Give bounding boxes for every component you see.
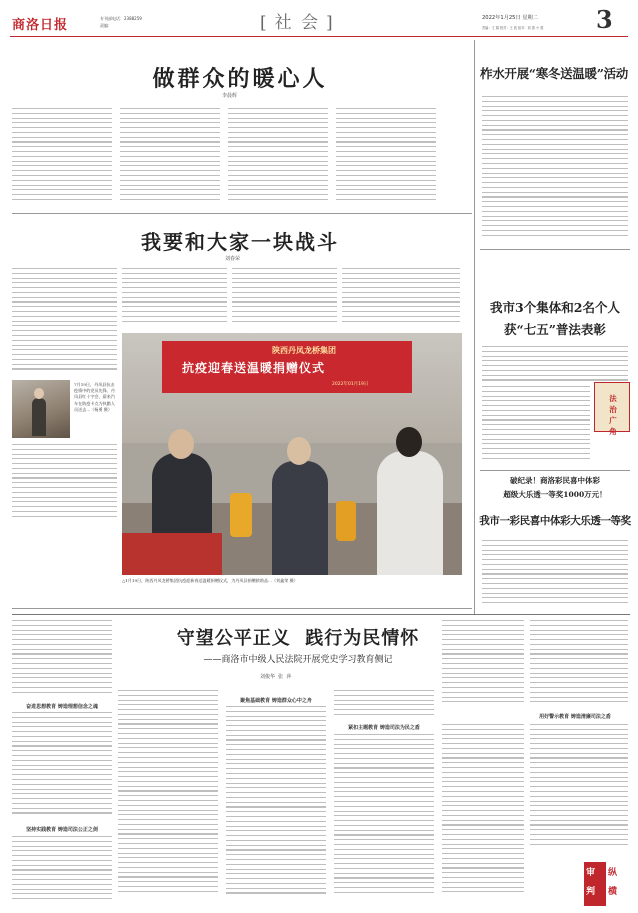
- masthead-rule: [10, 36, 628, 37]
- divider-full: [12, 614, 630, 615]
- masthead-meta-2: 责编：: [100, 23, 112, 28]
- badge-legal: [594, 382, 630, 436]
- right-article2: [482, 346, 628, 386]
- article3-col4a: [334, 690, 434, 720]
- badge-legal-text: 法 治 广 角: [609, 394, 617, 436]
- article3-col4: [334, 734, 434, 906]
- section-name: 社 会: [274, 13, 321, 33]
- masthead: [0, 0, 638, 40]
- right-headline-1: 柞水开展“寒冬送温暖”活动: [480, 66, 628, 81]
- article3-col3: [226, 706, 326, 906]
- figure-center-head: [287, 437, 311, 465]
- right-headline-3-sub: 破纪录！商洛彩民喜中体彩: [510, 476, 600, 485]
- article1-col3: [228, 108, 328, 208]
- article3-col6: [530, 620, 628, 710]
- caption-ceremony: △1月19日，陕西丹凤龙桥集团抗疫迎新春送温暖捐赠仪式，为丹凤县捐赠救助品...（刘鑫荣 摄）: [122, 578, 298, 583]
- article3-title: 守望公平正义 践行为民情怀: [176, 628, 420, 649]
- caption-checkpoint: 7月19日，丹凤县抗击疫情中的党员先锋、丹凤县红十字会、蔚来汽车在防疫卡点为执勤人员送去...（杨勇 摄）: [74, 382, 115, 412]
- article2-title: 我要和大家一块战斗: [141, 230, 339, 254]
- article3-col8: [530, 724, 628, 854]
- article3-col5: [442, 620, 524, 710]
- photo-donation-ceremony: [122, 333, 462, 575]
- right-article2b: [482, 386, 590, 466]
- photo-checkpoint: [12, 380, 70, 438]
- divider-article1: [12, 213, 472, 214]
- figure-right-head: [396, 427, 422, 457]
- stamp-line-2: 纵 横: [608, 868, 618, 897]
- right-headline-3-main: 我市一彩民喜中体彩大乐透一等奖: [479, 515, 631, 527]
- figure-right: [377, 451, 443, 575]
- column-stamp: [584, 858, 630, 908]
- article3-subtitle: ——商洛市中级人民法院开展党史学习教育侧记: [203, 655, 393, 665]
- article2-col4: [342, 268, 460, 328]
- article1-col4: [336, 108, 436, 208]
- right-article3: [482, 540, 628, 608]
- page-number: 3: [596, 5, 613, 34]
- bracket-right: ]: [326, 13, 335, 33]
- right-divider-1: [480, 249, 630, 250]
- divider-article2: [12, 608, 472, 609]
- article3-col7: [442, 724, 524, 906]
- oil-bottle-1: [230, 493, 252, 537]
- article2-author: 刘春荣: [225, 256, 241, 262]
- article3-subhead-3: 紧扣主题教育 铸造司法为民之盾: [348, 725, 420, 731]
- article3-subhead-5: 用好警示教育 铸造清廉司法之盾: [539, 714, 611, 720]
- editor-meta: 责编：王 娟 校对：王 波 组对：刘 燕 小 燕: [482, 26, 544, 30]
- right-headline-3-sub2: 超级大乐透一等奖1000万元！: [503, 490, 607, 499]
- stamp-line-1: 审 判: [586, 868, 596, 897]
- article3-subhead-4: 坚持实践教育 铸造司法公正之剑: [26, 827, 98, 833]
- figure-head: [34, 388, 44, 399]
- article3-col2: [118, 690, 218, 906]
- oil-bottle-2: [336, 501, 356, 541]
- right-col-border: [474, 40, 475, 615]
- article1-col1: [12, 108, 112, 208]
- article1-col2: [120, 108, 220, 208]
- article2-col1b: [12, 444, 117, 524]
- figure-left-head: [168, 429, 194, 459]
- article1-author: 李晨辉: [222, 93, 238, 99]
- article2-col3: [232, 268, 337, 328]
- boxes: [122, 533, 222, 575]
- figure-person: [32, 398, 46, 436]
- article3-col1: [12, 712, 112, 822]
- banner-main: 抗疫迎春送温暖捐赠仪式: [182, 361, 326, 375]
- right-divider-2: [480, 470, 630, 471]
- article3-author: 刘俊华 张 萍: [260, 674, 292, 680]
- article3-col0: [12, 620, 112, 700]
- article2-col1: [12, 268, 117, 376]
- newspaper-logo: 商洛日报: [12, 18, 69, 33]
- article2-col2: [122, 268, 227, 328]
- right-article1: [482, 96, 628, 246]
- article3-subhead-1: 奋进思想教育 铸造理想信念之魂: [26, 704, 98, 710]
- bracket-left: [: [260, 13, 269, 33]
- article1-title: 做群众的暖心人: [152, 66, 328, 92]
- article3-subhead-2: 聚焦基础教育 铸造群众心中之舟: [240, 698, 312, 704]
- banner-org: 陕西丹凤龙桥集团: [272, 346, 336, 355]
- banner-date: 2022年01月19日: [332, 382, 369, 387]
- right-headline-2b: 获“七五”普法表彰: [504, 322, 606, 337]
- section-label: [260, 8, 335, 33]
- right-headline-2a: 我市3个集体和2名个人: [490, 300, 620, 315]
- article3-col1b: [12, 836, 112, 906]
- masthead-meta: 专刊部电话：2388259: [100, 16, 142, 21]
- issue-date: 2022年1月25日 星期二: [482, 15, 538, 21]
- figure-center: [272, 461, 328, 575]
